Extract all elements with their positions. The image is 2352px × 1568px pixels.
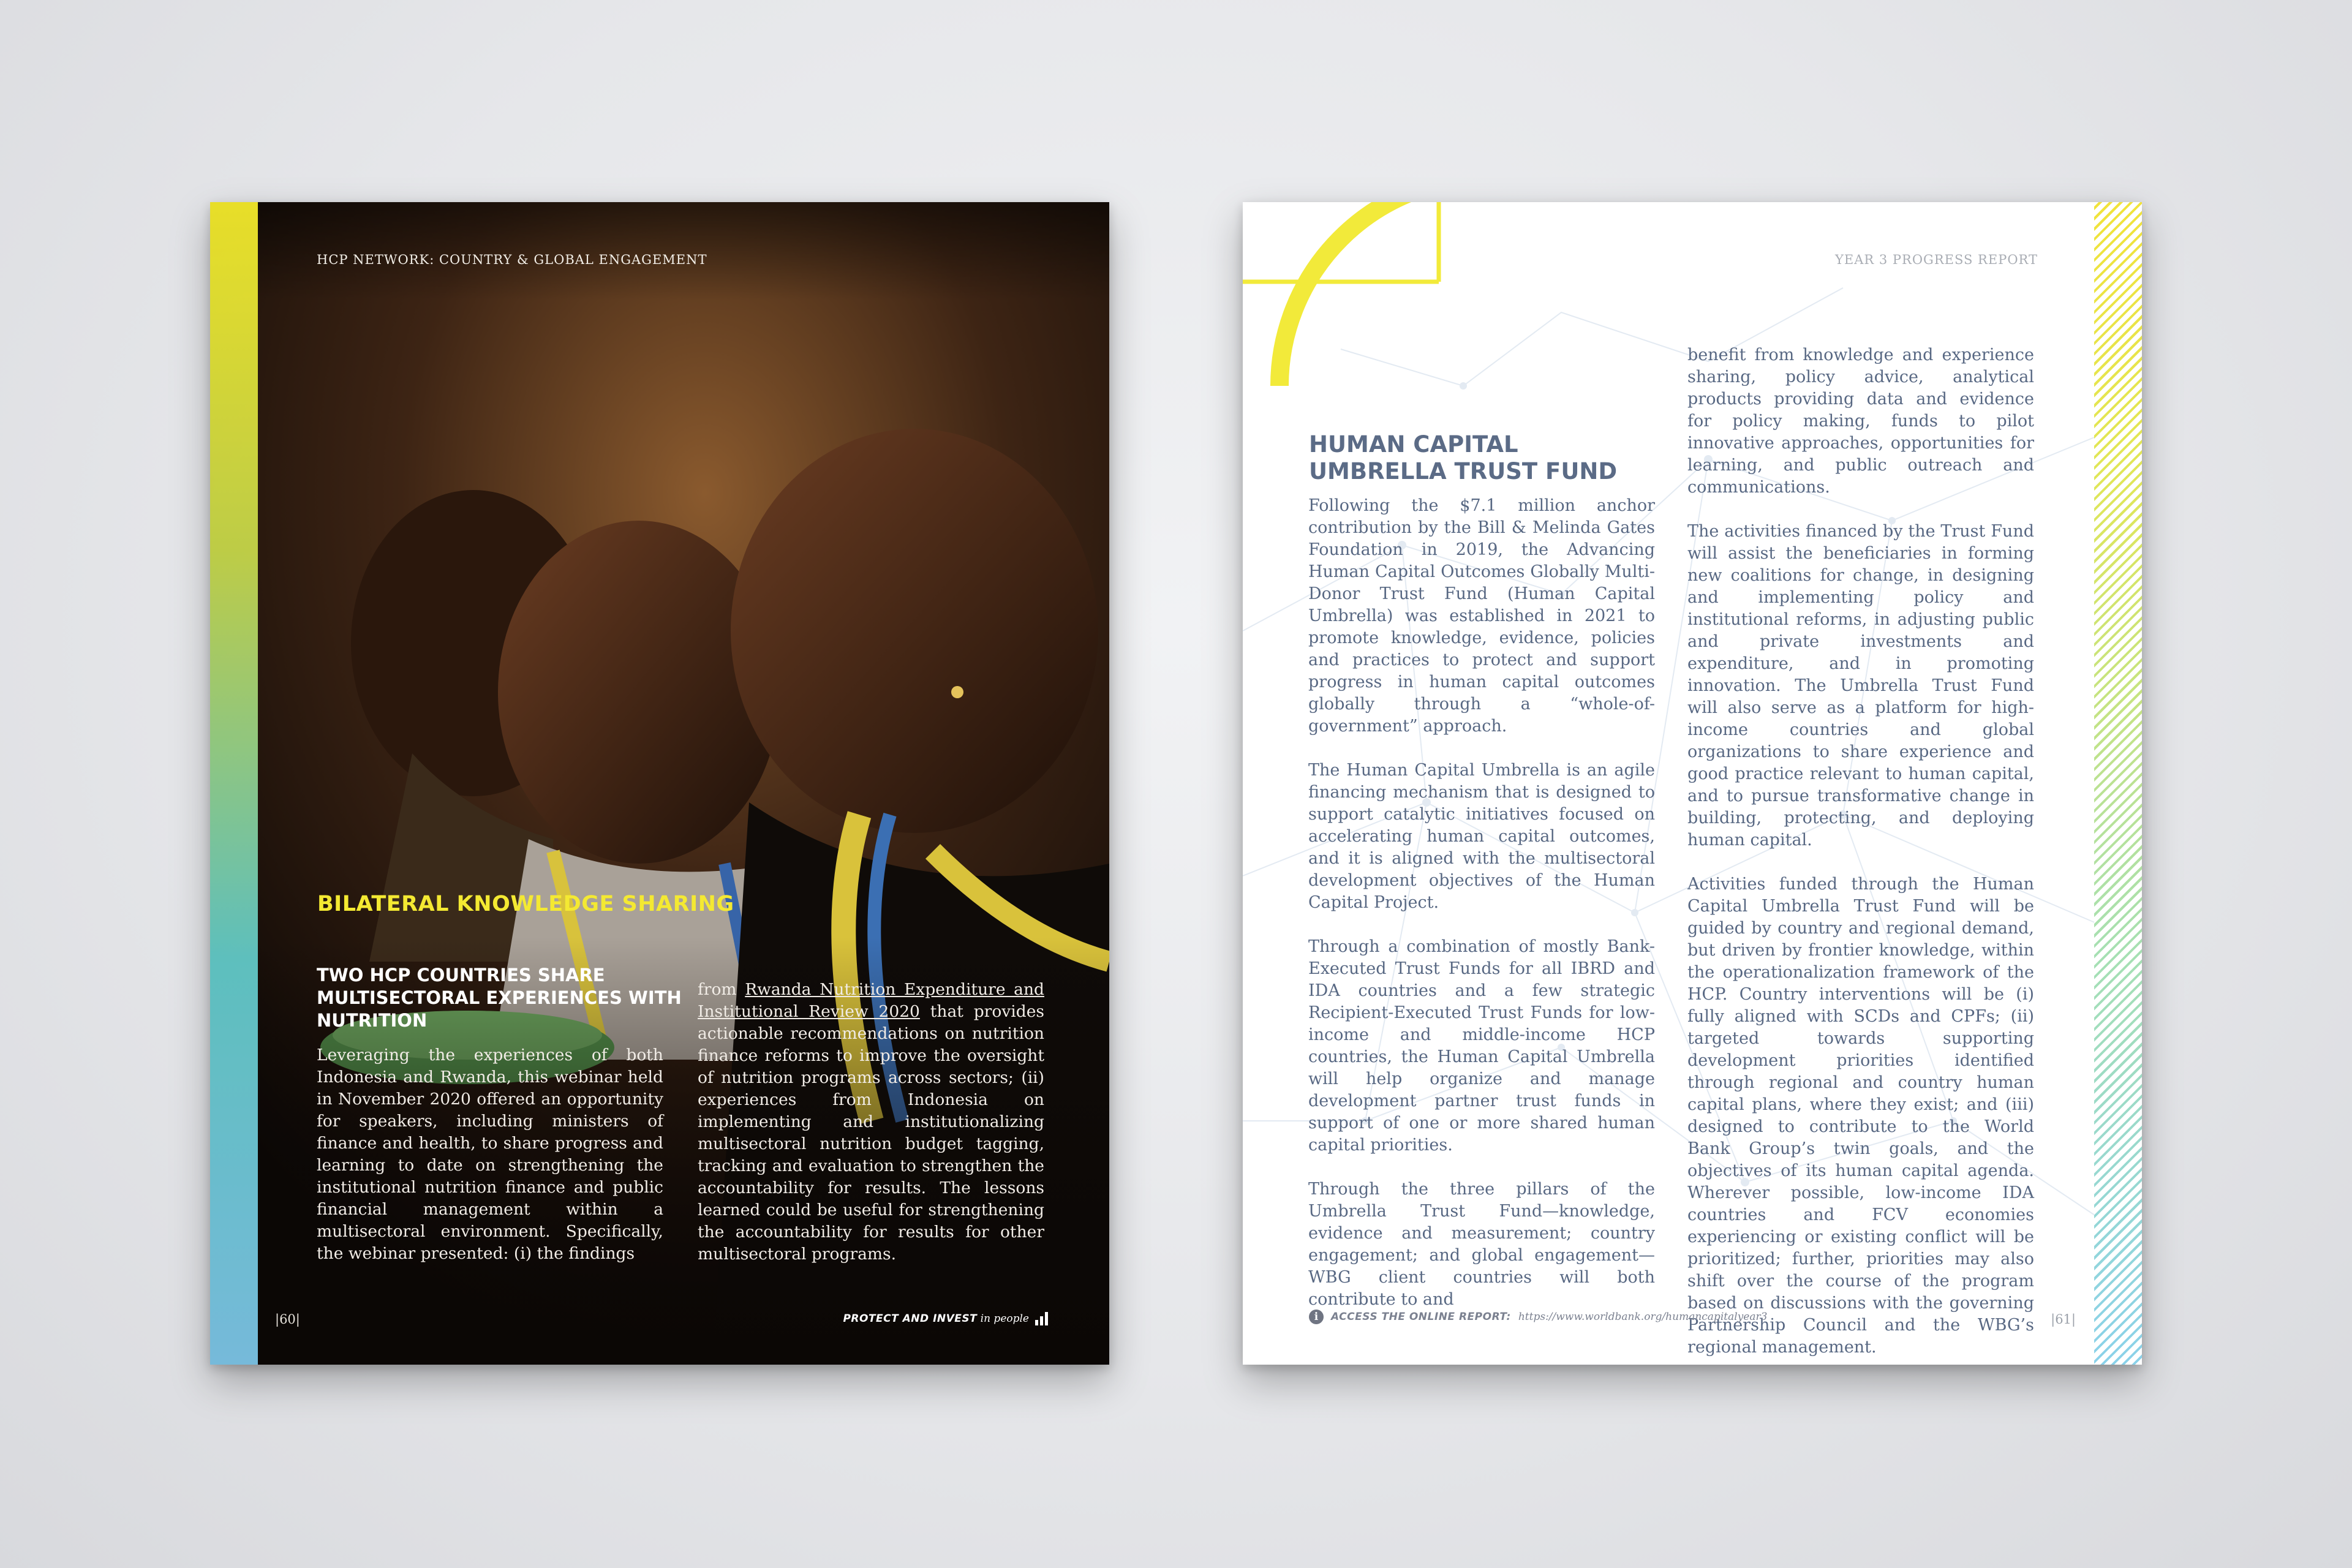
article-title: HUMAN CAPITAL UMBRELLA TRUST FUND — [1309, 431, 1618, 484]
running-header: HCP NETWORK: COUNTRY & GLOBAL ENGAGEMENT — [317, 252, 707, 267]
brand-tagline-soft: in people — [980, 1313, 1029, 1325]
paragraph: Activities funded through the Human Capital Umbrella Trust Fund will be guided by country and regional demand, but driven by frontier knowledge, within the operationalization framework of the HCP. Country interventions will be (i) fully aligned with SCDs and CPFs; (ii) targeted towards supporting development priorities identified through regional and country human capital plans, where they exist; and (iii) designed to contribute to the World Bank Group’s twin goals, and the objectives of its human capital agenda. Wherever possible, low-income IDA countries and FCV economies experiencing or existing conflict will be prioritized; further, priorities may also shift over the course of the program based on discussions with the governing Partnership Council and the WBG’s regional management. — [1687, 875, 2034, 1357]
info-icon: i — [1309, 1310, 1324, 1324]
text-continuation: that provides actionable recommendations on nutrition finance reforms to improve the oversight of nutrition programs across sectors; (ii) experiences from Indonesia on implementing and institutionalizing multisectoral nutrition budget tagging, tracking and evaluation to strengthen the accountability for results. The lessons learned could be useful for strengthening the accountability for results for other multisectoral programs. — [698, 1002, 1044, 1264]
section-title: BILATERAL KNOWLEDGE SHARING — [317, 892, 734, 916]
online-report-footer — [1309, 1310, 1767, 1324]
body-column-1: Leveraging the experiences of both Indonesia and Rwanda, this webinar held in November 2020 offered an opportunity for speakers, including ministers of finance and health, to share progress and learning to date on strengthening the institutional nutrition finance and public financial management within a multisectoral environment. Specifically, the webinar presented: (i) the findings — [317, 1046, 663, 1263]
report-url-link[interactable]: https://www.worldbank.org/humancapitalyear3 — [1518, 1311, 1768, 1323]
body-column-2 — [698, 979, 1044, 1265]
report-link[interactable]: Rwanda Nutrition Expenditure and Institutional Review 2020 — [698, 980, 1044, 1021]
paragraph: benefit from knowledge and experience sharing, policy advice, analytical products providing data and evidence for policy making, funds to pilot innovative approaches, opportunities for learning, and public outreach and communications. — [1687, 345, 2034, 497]
paragraph: Through the three pillars of the Umbrella Trust Fund—knowledge, evidence and measurement; country engagement; and global engagement—WBG client countries will both contribute to and — [1308, 1180, 1655, 1309]
text-prefix: from — [698, 980, 745, 999]
paragraph: Through a combination of mostly Bank-Executed Trust Funds for all IBRD and IDA countries and a few strategic Recipient-Executed Trust Funds for low-income and middle-income HCP countries, the Human Capital Umbrella will help organize and manage development partner trust funds in support of one or more shared human capital priorities. — [1308, 937, 1655, 1155]
right-page — [1243, 202, 2142, 1365]
body-column-2 — [1687, 344, 2034, 1365]
article-subhead: TWO HCP COUNTRIES SHARE MULTISECTORAL EXPERIENCES WITH NUTRITION — [317, 965, 682, 1031]
paragraph: The Human Capital Umbrella is an agile financing mechanism that is designed to support catalytic initiatives focused on accelerating human capital outcomes, and it is aligned with the multisectoral development objectives of the Human Capital Project. — [1308, 761, 1655, 912]
brand-tagline-strong: PROTECT AND INVEST — [843, 1313, 978, 1325]
decorative-stripe — [210, 202, 258, 1365]
paragraph: The activities financed by the Trust Fund will assist the beneficiaries in forming new coalitions for change, in designing and implementing policy and institutional reforms, in adjusting public and private investments and expenditure, and in promoting innovation. The Umbrella Trust Fund will also serve as a platform for high-income countries and global organizations to share experience and good practice relevant to human capital, and to pursue transformative change in building, protecting, and deploying human capital. — [1687, 522, 2034, 850]
access-label: ACCESS THE ONLINE REPORT: — [1331, 1311, 1511, 1323]
body-column-1 — [1308, 495, 1655, 1333]
footer-brand — [843, 1312, 1048, 1325]
running-header: YEAR 3 PROGRESS REPORT — [1835, 252, 2038, 267]
page-number: |60| — [275, 1312, 300, 1327]
bar-chart-logo-icon — [1035, 1312, 1048, 1325]
page-number: |61| — [2051, 1312, 2076, 1327]
decorative-stripe — [2094, 202, 2142, 1365]
paragraph: Following the $7.1 million anchor contribution by the Bill & Melinda Gates Foundation in 2019, the Advancing Human Capital Outcomes Globally Multi-Donor Trust Fund (Human Capital Umbrella) was established in 2021 to promote knowledge, evidence, policies and practices to protect and support progress in human capital outcomes globally through a “whole-of-government” approach. — [1308, 496, 1655, 736]
left-page — [210, 202, 1109, 1365]
